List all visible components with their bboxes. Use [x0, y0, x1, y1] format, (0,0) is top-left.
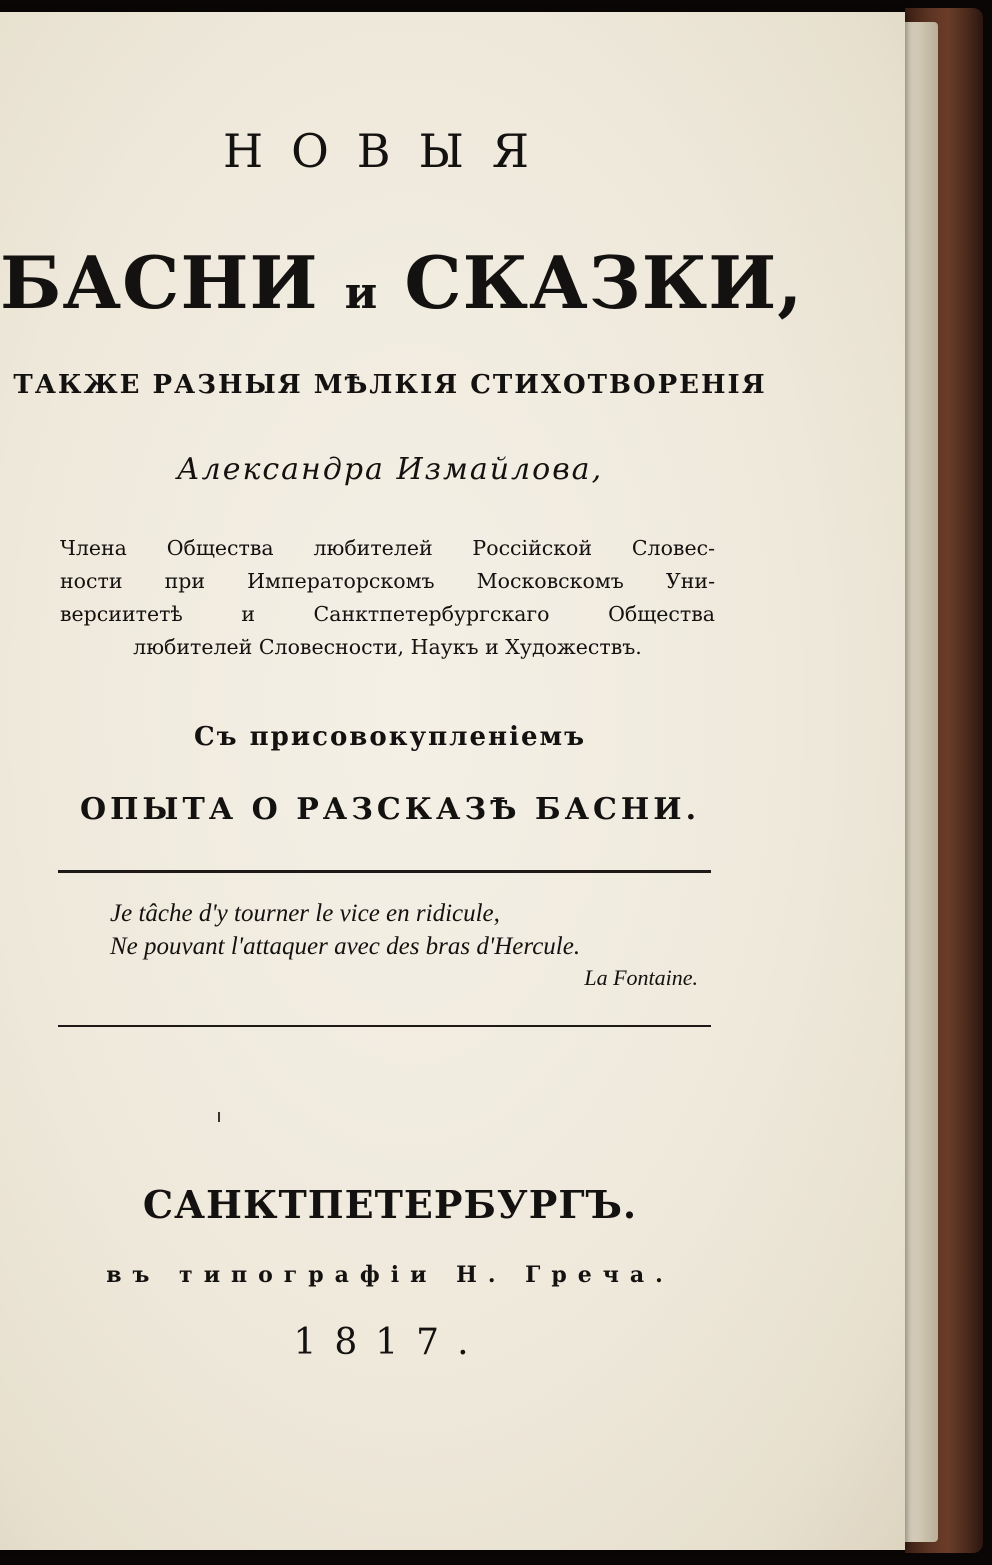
epigraph — [110, 897, 710, 994]
epigraph-line: Ne pouvant l'attaquer avec des bras d'Hercule. — [110, 933, 581, 960]
main-title-conjunction: и — [344, 268, 379, 319]
membership-line: любителей Словесности, Наукъ и Художествъ. — [133, 635, 642, 659]
main-title-fables: БАСНИ — [0, 240, 319, 325]
membership-line: Члена Общества любителей Россійской Словес- — [60, 536, 715, 560]
appendix-note: Съ присовокупленіемъ — [193, 722, 587, 752]
main-title-tales: СКАЗКИ, — [404, 240, 804, 325]
subtitle: ТАКЖЕ РАЗНЫЯ МѢЛКІЯ СТИХОТВОРЕНІЯ — [13, 370, 767, 400]
epigraph-line: Je tâche d'y tourner le vice en ridicule, — [110, 900, 500, 927]
epigraph-author: La Fontaine. — [584, 965, 698, 990]
author-membership — [60, 532, 715, 664]
main-title — [0, 240, 804, 325]
publication-year: 1817. — [293, 1322, 487, 1363]
title-top-line: НОВЫЯ — [222, 124, 558, 178]
membership-line: версиитетѣ и Санктпетербургскаго Общества — [60, 602, 715, 626]
divider-bottom — [58, 1025, 711, 1027]
ink-speck — [218, 1112, 220, 1122]
divider-top — [58, 870, 711, 873]
essay-title: ОПЫТА О РАЗСКАЗѢ БАСНИ. — [79, 792, 701, 827]
title-page — [0, 12, 905, 1550]
publication-city: САНКТПЕТЕРБУРГЪ. — [142, 1182, 638, 1227]
membership-line: ности при Императорскомъ Московскомъ Уни- — [60, 569, 715, 593]
printer-imprint: въ типографіи Н. Греча. — [106, 1262, 674, 1288]
author-name: Александра Измайлова, — [176, 452, 604, 487]
